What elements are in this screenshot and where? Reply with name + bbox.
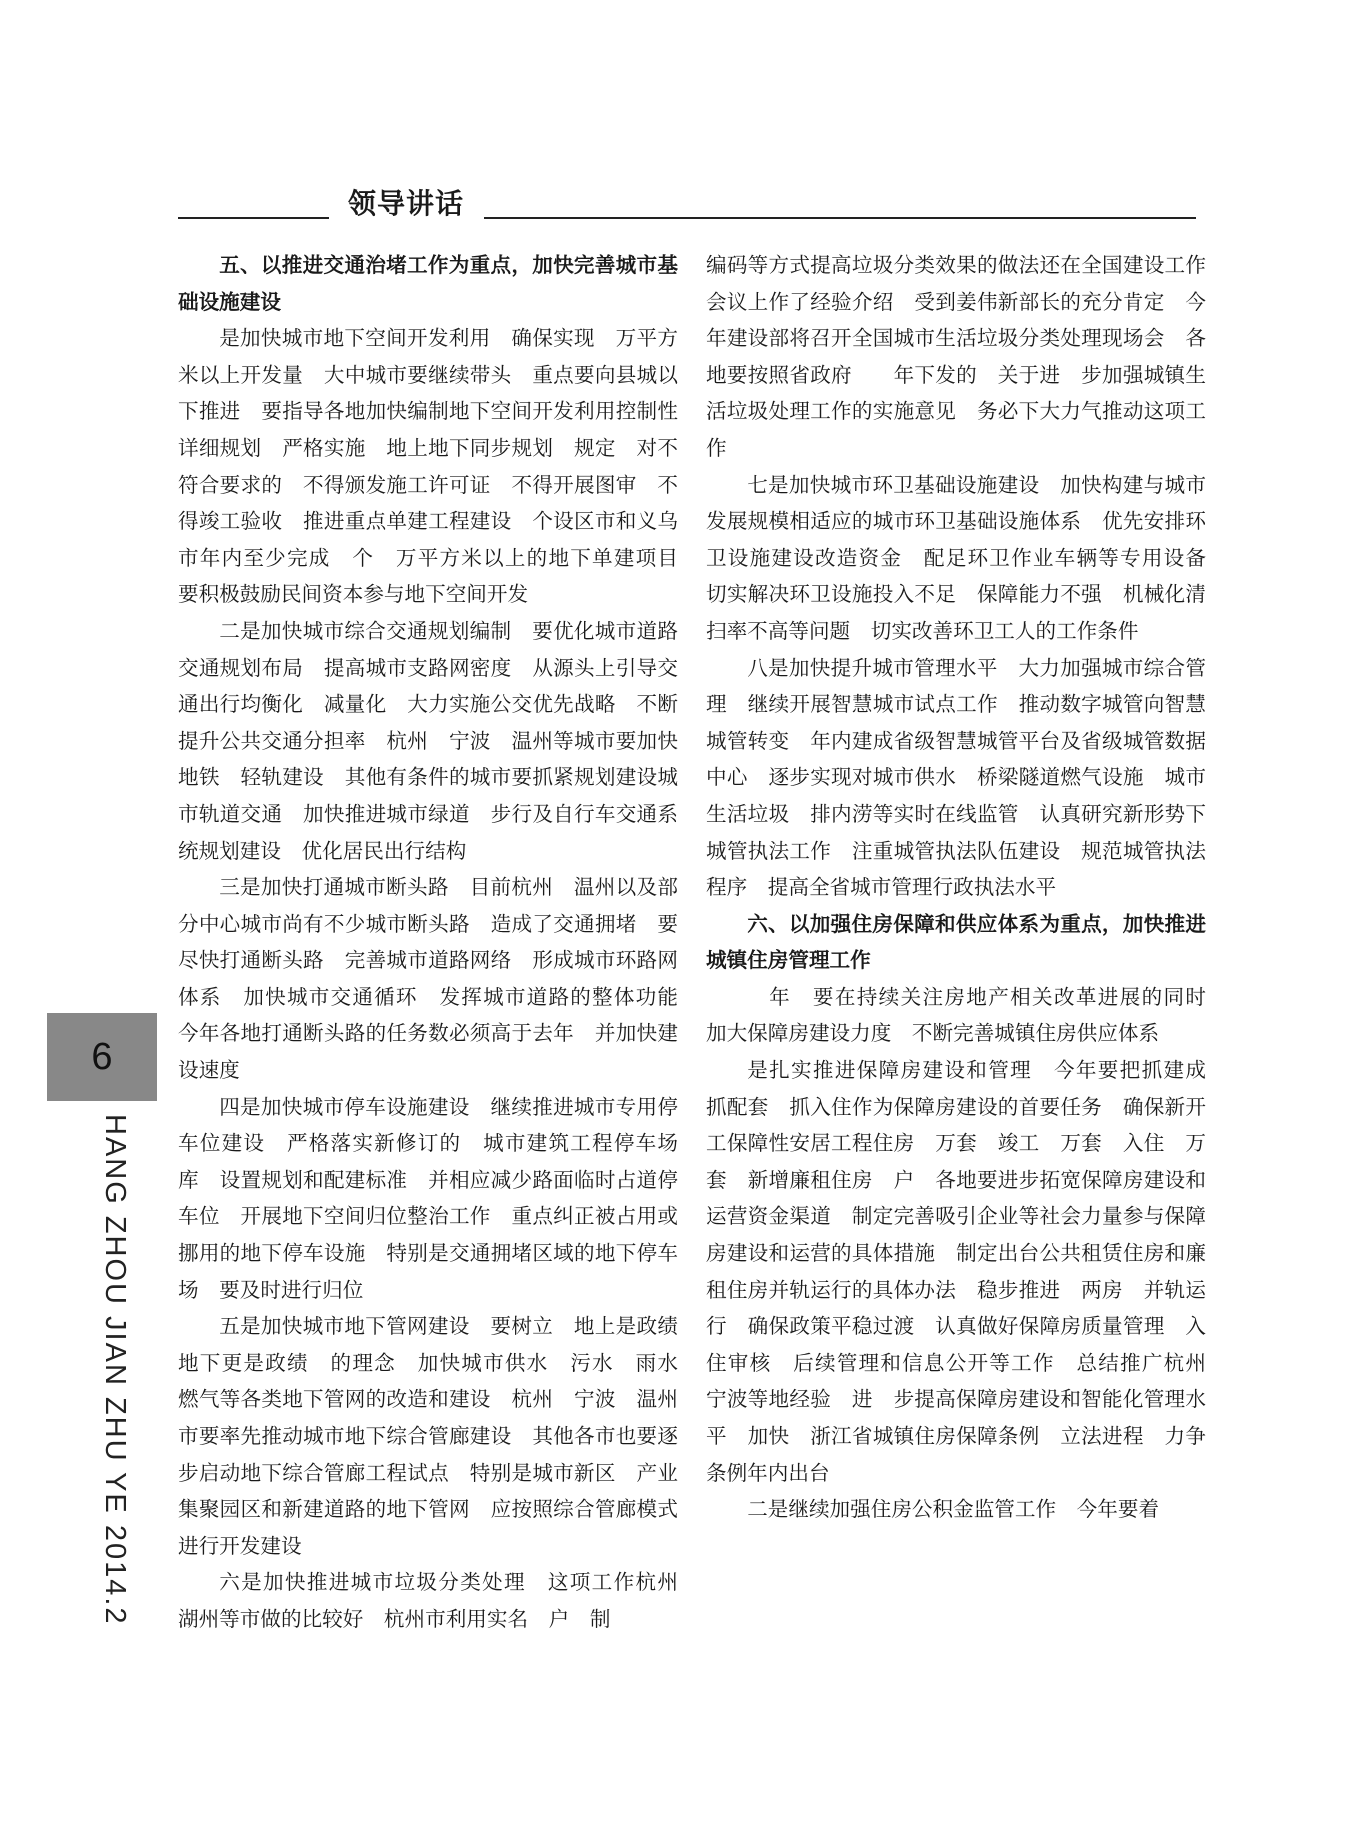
header-rule-left [178,217,329,219]
section-title: 领导讲话 [348,187,465,220]
paragraph-continued: 编码等方式提高垃圾分类效果的做法还在全国建设工作会议上作了经验介绍 受到姜伟新部长的充分肯定 今年建设部将召开全国城市生活垃圾分类处理现场会 各地要按照省政府 年下发的 关于进 步加强城镇生活垃圾处理工作的实施意见 务必下大力气推动这项工作 [706,253,1206,460]
paragraph: 是加快城市地下空间开发利用 确保实现 万平方米以上开发量 大中城市要继续带头 重点要向县城以下推进 要指导各地加快编制地下空间开发利用控制性详细规划 严格实施 地上地下同步规划 规定 对不符合要求的 不得颁发施工许可证 不得开展图审 不得竣工验收 推进重点单建工程建设 个设区市和义乌市年内至少完成 个 万平方米以上的地下单建项目 要积极鼓励民间资本参与地下空间开发 [178,326,699,607]
paragraph: 年 要在持续关注房地产相关改革进展的同时 加大保障房建设力度 不断完善城镇住房供应体系 [706,984,1227,1046]
left-column [178,247,699,1638]
paragraph: 二是加快城市综合交通规划编制 要优化城市道路交通规划布局 提高城市支路网密度 从源头上引导交通出行均衡化 减量化 大力实施公交优先战略 不断提升公共交通分担率 杭州 宁波 温州等城市要加快地铁 轻轨建设 其他有条件的城市要抓紧规划建设城市轨道交通 加快推进城市绿道 步行及自行车交通系统规划建设 优化居民出行结构 [178,618,678,863]
section-header [178,176,1196,226]
page-number-box [47,1013,157,1101]
journal-running-title: HANG ZHOU JIAN ZHU YE 2014.2 [99,1114,131,1626]
paragraph: 七是加快城市环卫基础设施建设 加快构建与城市发展规模相适应的城市环卫基础设施体系 优先安排环卫设施建设改造资金 配足环卫作业车辆等专用设备 切实解决环卫设施投入不足 保障能力不强 机械化清扫率不高等问题 切实改善环卫工人的工作条件 [706,472,1227,643]
paragraph: 三是加快打通城市断头路 目前杭州 温州以及部分中心城市尚有不少城市断头路 造成了交通拥堵 要尽快打通断头路 完善城市道路网络 形成城市环路网体系 加快城市交通循环 发挥城市道路的整体功能 今年各地打通断头路的任务数必须高于去年 并加快建设速度 [178,875,699,1083]
paragraph: 五是加快城市地下管网建设 要树立 地上是政绩 地下更是政绩 的理念 加快城市供水 污水 雨水 燃气等各类地下管网的改造和建设 杭州 宁波 温州市要率先推动城市地下综合管廊建设 其他各市也要逐步启动地下综合管廊工程试点 特别是城市新区 产业集聚园区和新建道路的地下管网 应按照综合管廊模式进行开发建设 [178,1314,699,1558]
paragraph: 是扎实推进保障房建设和管理 今年要把抓建成 抓配套 抓入住作为保障房建设的首要任务 确保新开工保障性安居工程住房 万套 竣工 万套 入住 万套 新增廉租住房 户 各地要进步拓宽保障房建设和运营资金渠道 制定完善吸引企业等社会力量参与保障房建设和运营的具体措施 制定出台公共租赁住房和廉租住房并轨运行的具体办法 稳步推进 两房 并轨运行 确保政策平稳过渡 认真做好保障房质量管理 入住审核 后续管理和信息公开等工作 总结推广杭州 宁波等地经验 进 步提高保障房建设和智能化管理水平 加快 浙江省城镇住房保障条例 立法进程 力争条例年内出台 [706,1058,1227,1485]
right-column [706,247,1227,1528]
page-number: 6 [91,1035,113,1078]
paragraph: 二是继续加强住房公积金监管工作 今年要着 [747,1497,1160,1522]
paragraph: 六是加快推进城市垃圾分类处理 这项工作杭州 湖州等市做的比较好 杭州市利用实名 户 制 [178,1570,699,1631]
section-heading: 五、以推进交通治堵工作为重点，加快完善城市基础设施建设 [178,253,678,314]
header-rule-right [484,217,1196,219]
paragraph: 八是加快提升城市管理水平 大力加强城市综合管理 继续开展智慧城市试点工作 推动数字城管向智慧城管转变 年内建成省级智慧城管平台及省级城管数据中心 逐步实现对城市供水 桥梁隧道燃气设施 城市生活垃圾 排内涝等实时在线监管 认真研究新形势下城管执法工作 注重城管执法队伍建设 规范城管执法程序 提高全省城市管理行政执法水平 [706,655,1206,900]
section-heading: 六、以加强住房保障和供应体系为重点，加快推进城镇住房管理工作 [706,911,1206,973]
paragraph: 四是加快城市停车设施建设 继续推进城市专用停车位建设 严格落实新修订的 城市建筑工程停车场 库 设置规划和配建标准 并相应减少路面临时占道停车位 开展地下空间归位整治工作 重点纠正被占用或挪用的地下停车设施 特别是交通拥堵区域的地下停车场 要及时进行归位 [178,1094,699,1302]
